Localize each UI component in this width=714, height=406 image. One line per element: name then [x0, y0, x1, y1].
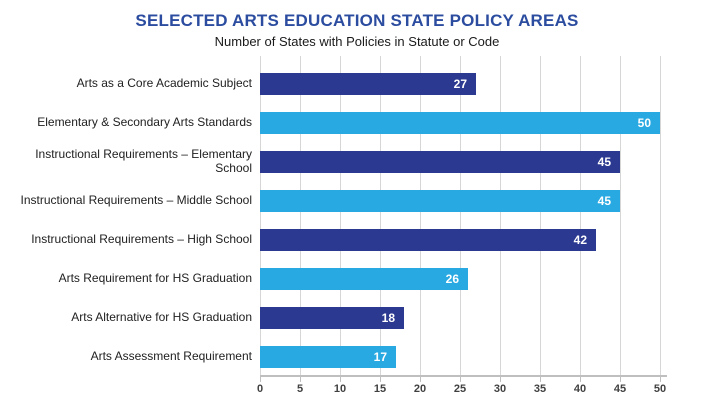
tick-mark-35: [540, 377, 541, 382]
bar-row: [260, 259, 680, 298]
bar-row: [260, 298, 680, 337]
bar-row: [260, 337, 680, 376]
x-tick-label-5: 5: [296, 383, 304, 395]
x-tick-label-35: 35: [533, 383, 547, 395]
x-tick-label-20: 20: [413, 383, 427, 395]
tick-mark-0: [260, 377, 261, 382]
bar-value-label: 17: [373, 349, 387, 364]
bar-value-label: 45: [597, 154, 611, 169]
plot-area: [260, 56, 680, 376]
tick-mark-50: [660, 377, 661, 382]
category-label: Elementary & Secondary Arts Standards: [37, 114, 252, 129]
tick-mark-15: [380, 377, 381, 382]
bar: [260, 73, 476, 95]
category-label: Arts Alternative for HS Graduation: [71, 309, 252, 324]
tick-mark-40: [580, 377, 581, 382]
axis-spacer: [0, 383, 260, 399]
category-label: Arts Requirement for HS Graduation: [58, 270, 252, 285]
bar-row: [260, 181, 680, 220]
x-axis-labels: [256, 383, 680, 399]
plot-wrapper: [0, 56, 714, 376]
x-tick-label-40: 40: [573, 383, 587, 395]
x-tick-label-45: 45: [613, 383, 627, 395]
category-label: Arts as a Core Academic Subject: [76, 75, 252, 90]
bar-value-label: 45: [597, 193, 611, 208]
bar-value-label: 50: [637, 115, 651, 130]
bar: [260, 112, 660, 134]
bar-row: [260, 142, 680, 181]
tick-mark-20: [420, 377, 421, 382]
category-label: Instructional Requirements – High School: [31, 231, 252, 246]
category-label: Arts Assessment Requirement: [90, 348, 252, 363]
bar-series: [260, 64, 680, 376]
x-axis-row: [0, 383, 714, 399]
category-label: Instructional Requirements – Elementary School: [35, 147, 252, 175]
x-tick-label-50: 50: [653, 383, 667, 395]
bar-row: [260, 103, 680, 142]
bar: [260, 346, 396, 368]
bar: [260, 190, 620, 212]
chart-title: SELECTED ARTS EDUCATION STATE POLICY AREAS: [135, 11, 579, 30]
tick-mark-25: [460, 377, 461, 382]
x-tick-label-15: 15: [373, 383, 387, 395]
x-tick-label-25: 25: [453, 383, 467, 395]
tick-mark-10: [340, 377, 341, 382]
category-label: Instructional Requirements – Middle School: [20, 192, 252, 207]
bar-value-label: 26: [445, 271, 459, 286]
bar: [260, 229, 596, 251]
x-tick-label-0: 0: [256, 383, 264, 395]
bar-value-label: 42: [573, 232, 587, 247]
bar: [260, 268, 468, 290]
tick-mark-45: [620, 377, 621, 382]
x-axis-line: [260, 375, 667, 377]
tick-mark-5: [300, 377, 301, 382]
bar-value-label: 27: [453, 76, 467, 91]
bar-row: [260, 64, 680, 103]
bar-row: [260, 220, 680, 259]
bar: [260, 307, 404, 329]
bar: [260, 151, 620, 173]
chart-subtitle: Number of States with Policies in Statute or Code: [214, 34, 500, 49]
x-tick-label-30: 30: [493, 383, 507, 395]
bar-value-label: 18: [381, 310, 395, 325]
tick-mark-30: [500, 377, 501, 382]
category-axis: [0, 56, 260, 376]
x-tick-label-10: 10: [333, 383, 347, 395]
